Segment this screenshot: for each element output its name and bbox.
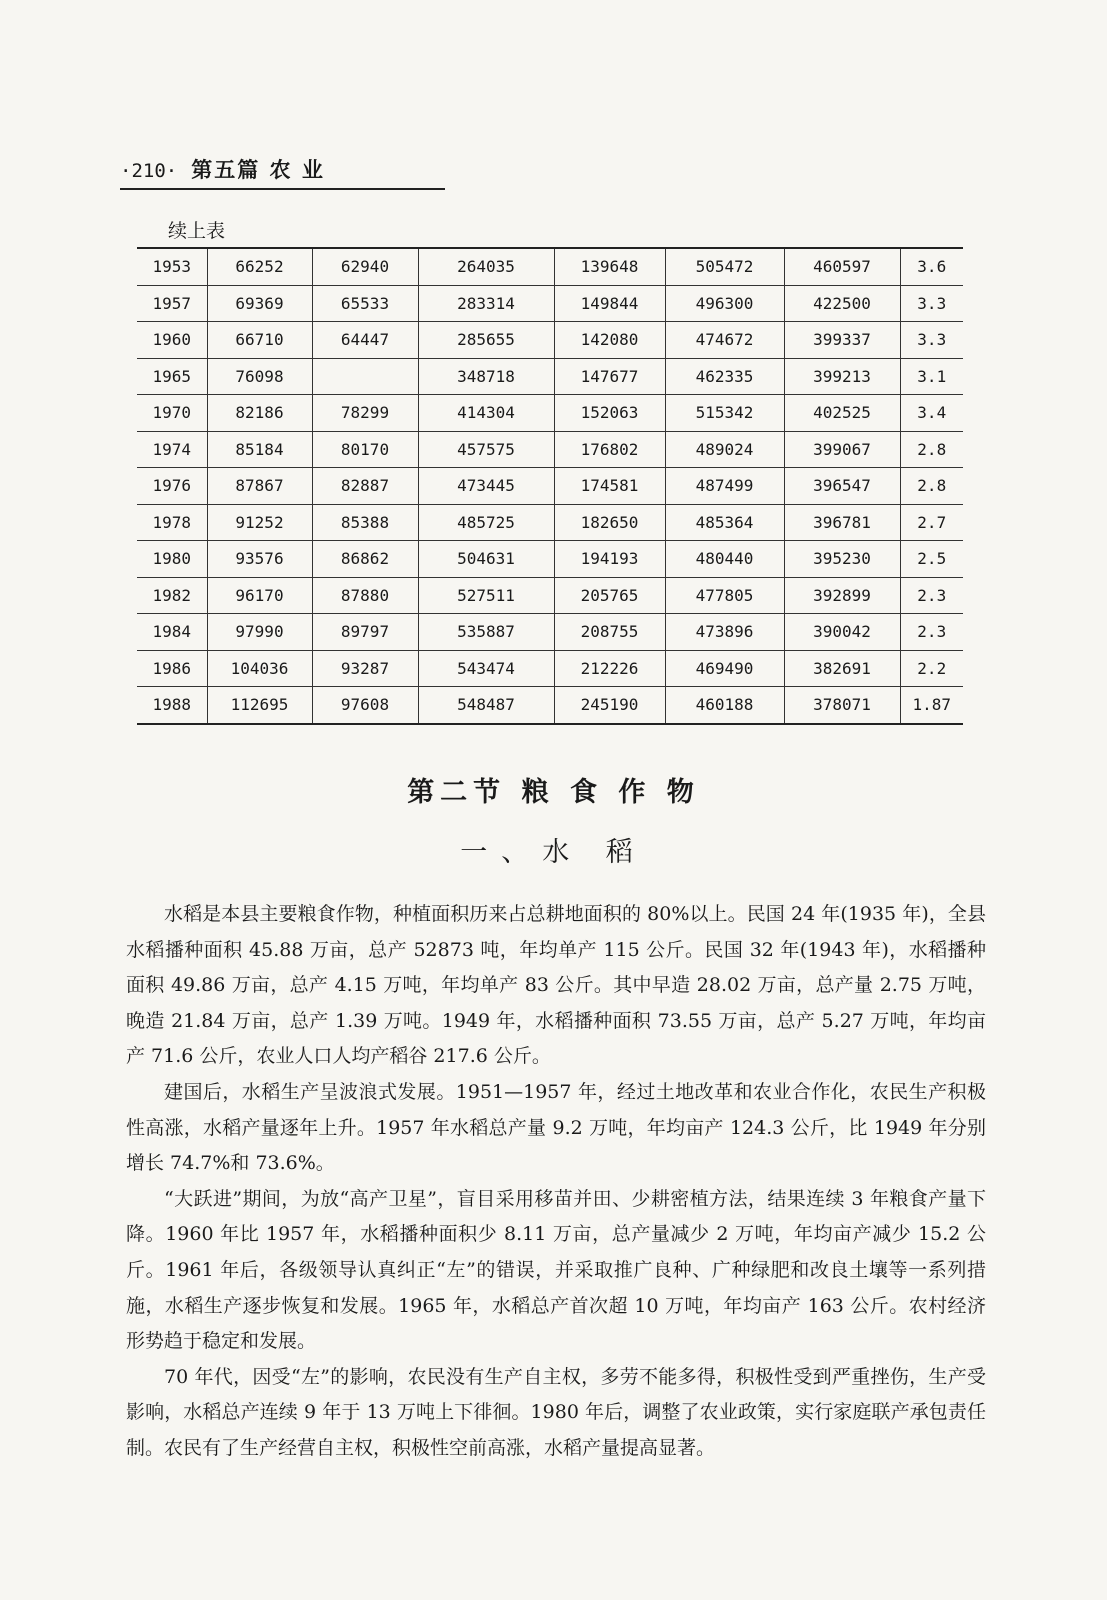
table-cell-year: 1978 xyxy=(137,504,207,541)
paragraph: 70 年代，因受“左”的影响，农民没有生产自主权，多劳不能多得，积极性受到严重挫伤，生产受影响，水稻总产连续 9 年于 13 万吨上下徘徊。1980 年后，调整了农业政策，实行家庭联产承包责任制。农民有了生产经营自主权，积极性空前高涨，水稻产量提高显著。 xyxy=(126,1365,986,1459)
table-cell: 149844 xyxy=(554,285,665,322)
table-cell: 91252 xyxy=(207,504,312,541)
table-cell-year: 1980 xyxy=(137,541,207,578)
paragraph: 水稻是本县主要粮食作物，种植面积历来占总耕地面积的 80%以上。民国 24 年(1935 年)，全县水稻播种面积 45.88 万亩，总产 52873 吨，年均单产 115 公斤。民国 32 年(1943 年)，水稻播种面积 49.86 万亩，总产 4.15 万吨，年均单产 83 公斤。其中早造 28.02 万亩，总产量 2.75 万吨，晚造 21.84 万亩，总产 1.39 万吨。1949 年，水稻播种面积 73.55 万亩，总产 5.27 万吨，年均亩产 71.6 公斤，农业人口人均产稻谷 217.6 公斤。 xyxy=(126,903,986,1068)
table-cell-year: 1976 xyxy=(137,468,207,505)
table-cell: 473896 xyxy=(665,614,784,651)
table-cell: 208755 xyxy=(554,614,665,651)
table-cell-year: 1957 xyxy=(137,285,207,322)
table-cell: 93287 xyxy=(312,650,418,687)
table-cell: 543474 xyxy=(418,650,554,687)
table-row xyxy=(137,431,963,468)
table-cell: 395230 xyxy=(784,541,900,578)
table-cell: 504631 xyxy=(418,541,554,578)
table-cell-year: 1988 xyxy=(137,687,207,724)
table-row xyxy=(137,285,963,322)
body-text xyxy=(126,897,986,1467)
table-row xyxy=(137,322,963,359)
table-cell: 264035 xyxy=(418,248,554,285)
table-cell: 205765 xyxy=(554,577,665,614)
table-cell-year: 1986 xyxy=(137,650,207,687)
table-cell: 152063 xyxy=(554,395,665,432)
table-cell: 176802 xyxy=(554,431,665,468)
table-cell-year: 1974 xyxy=(137,431,207,468)
table-cell: 89797 xyxy=(312,614,418,651)
table-cell: 474672 xyxy=(665,322,784,359)
paragraph: “大跃进”期间，为放“高产卫星”，盲目采用移苗并田、少耕密植方法，结果连续 3 年粮食产量下降。1960 年比 1957 年，水稻播种面积少 8.11 万亩，总产量减少 2 万吨，年均亩产减少 15.2 公斤。1961 年后，各级领导认真纠正“左”的错误，并采取推广良种、广种绿肥和改良土壤等一系列措施，水稻生产逐步恢复和发展。1965 年，水稻总产首次超 10 万吨，年均亩产 163 公斤。农村经济形势趋于稳定和发展。 xyxy=(126,1187,986,1353)
statistics-table xyxy=(137,247,963,725)
table-cell: 212226 xyxy=(554,650,665,687)
table-cell: 3.1 xyxy=(900,358,963,395)
table-cell: 2.7 xyxy=(900,504,963,541)
table-cell: 487499 xyxy=(665,468,784,505)
table-row xyxy=(137,468,963,505)
table-cell: 3.3 xyxy=(900,285,963,322)
table-cell: 97990 xyxy=(207,614,312,651)
table-cell: 527511 xyxy=(418,577,554,614)
table-cell: 97608 xyxy=(312,687,418,724)
table-cell: 80170 xyxy=(312,431,418,468)
table-cell: 477805 xyxy=(665,577,784,614)
table-cell: 139648 xyxy=(554,248,665,285)
table-cell: 3.6 xyxy=(900,248,963,285)
table-cell: 485725 xyxy=(418,504,554,541)
table-cell: 283314 xyxy=(418,285,554,322)
table-cell: 2.2 xyxy=(900,650,963,687)
table-cell: 82186 xyxy=(207,395,312,432)
table-cell: 548487 xyxy=(418,687,554,724)
table-cell: 104036 xyxy=(207,650,312,687)
table-cell-year: 1953 xyxy=(152,257,192,277)
table-cell: 62940 xyxy=(312,248,418,285)
table-cell: 182650 xyxy=(554,504,665,541)
table-cell: 414304 xyxy=(418,395,554,432)
subsection-title: 一、水 稻 xyxy=(460,837,647,868)
table-cell-year: 1960 xyxy=(137,322,207,359)
section-title: 第二节 粮 食 作 物 xyxy=(407,777,700,808)
table-cell: 76098 xyxy=(207,358,312,395)
table-cell: 86862 xyxy=(312,541,418,578)
table-cell: 66710 xyxy=(207,322,312,359)
table-cell: 480440 xyxy=(665,541,784,578)
page-number: ·210· xyxy=(120,160,178,182)
table-cell: 469490 xyxy=(665,650,784,687)
running-header xyxy=(120,152,445,190)
table-row xyxy=(137,358,963,395)
table-cell-year: 1970 xyxy=(137,395,207,432)
table-cell: 93576 xyxy=(207,541,312,578)
table-cell-year: 1982 xyxy=(137,577,207,614)
table-cell: 3.3 xyxy=(900,322,963,359)
table-cell: 69369 xyxy=(207,285,312,322)
table-cell: 142080 xyxy=(554,322,665,359)
table-cell: 194193 xyxy=(554,541,665,578)
table-row xyxy=(137,577,963,614)
table-row xyxy=(137,395,963,432)
table-row xyxy=(137,248,963,285)
table-cell: 285655 xyxy=(418,322,554,359)
table-cell: 112695 xyxy=(207,687,312,724)
table-cell: 515342 xyxy=(665,395,784,432)
table-cell: 382691 xyxy=(784,650,900,687)
table-cell: 505472 xyxy=(665,248,784,285)
table-cell: 392899 xyxy=(784,577,900,614)
table-cell: 399337 xyxy=(784,322,900,359)
table-cell: 87880 xyxy=(312,577,418,614)
table-cell: 78299 xyxy=(312,395,418,432)
table-cell: 245190 xyxy=(554,687,665,724)
table-cell: 473445 xyxy=(418,468,554,505)
table-cell: 2.3 xyxy=(900,577,963,614)
table-cell: 65533 xyxy=(312,285,418,322)
paragraph: 建国后，水稻生产呈波浪式发展。1951—1957 年，经过土地改革和农业合作化，农民生产积极性高涨，水稻产量逐年上升。1957 年水稻总产量 9.2 万吨，年均亩产 124.3 公斤，比 1949 年分别增长 74.7%和 73.6%。 xyxy=(126,1080,986,1175)
table-row xyxy=(137,614,963,651)
table-cell: 174581 xyxy=(554,468,665,505)
table-cell: 390042 xyxy=(784,614,900,651)
table-cell: 64447 xyxy=(312,322,418,359)
table-cell: 399213 xyxy=(784,358,900,395)
chapter-title: 第五篇 农 业 xyxy=(191,157,325,182)
table-cell: 85388 xyxy=(312,504,418,541)
table-cell: 348718 xyxy=(418,358,554,395)
table-cell: 2.8 xyxy=(900,468,963,505)
table-row xyxy=(137,504,963,541)
table-cell: 87867 xyxy=(207,468,312,505)
table-cell: 1.87 xyxy=(900,687,963,724)
table-cell: 462335 xyxy=(665,358,784,395)
table-cell: 422500 xyxy=(784,285,900,322)
table-row xyxy=(137,650,963,687)
table-cell: 2.8 xyxy=(900,431,963,468)
table-cell: 399067 xyxy=(784,431,900,468)
table-cell: 147677 xyxy=(554,358,665,395)
table-cell: 2.5 xyxy=(900,541,963,578)
table-cell: 396781 xyxy=(784,504,900,541)
table-cell: 66252 xyxy=(207,248,312,285)
table-cell: 82887 xyxy=(312,468,418,505)
table-cell: 496300 xyxy=(665,285,784,322)
table-cell: 457575 xyxy=(418,431,554,468)
table-row xyxy=(137,541,963,578)
table-cell-year: 1984 xyxy=(137,614,207,651)
table-continuation-label: 续上表 xyxy=(168,220,226,242)
table-cell: 85184 xyxy=(207,431,312,468)
table-cell: 485364 xyxy=(665,504,784,541)
table-cell: 460597 xyxy=(784,248,900,285)
table-cell: 535887 xyxy=(418,614,554,651)
table-cell: 402525 xyxy=(784,395,900,432)
table-cell: 3.4 xyxy=(900,395,963,432)
table-cell xyxy=(312,358,418,395)
table-row xyxy=(137,687,963,724)
table-cell: 2.3 xyxy=(900,614,963,651)
table-cell: 460188 xyxy=(665,687,784,724)
table-cell-year: 1965 xyxy=(137,358,207,395)
table-cell: 96170 xyxy=(207,577,312,614)
table-cell: 489024 xyxy=(665,431,784,468)
table-cell: 396547 xyxy=(784,468,900,505)
table-cell: 378071 xyxy=(784,687,900,724)
